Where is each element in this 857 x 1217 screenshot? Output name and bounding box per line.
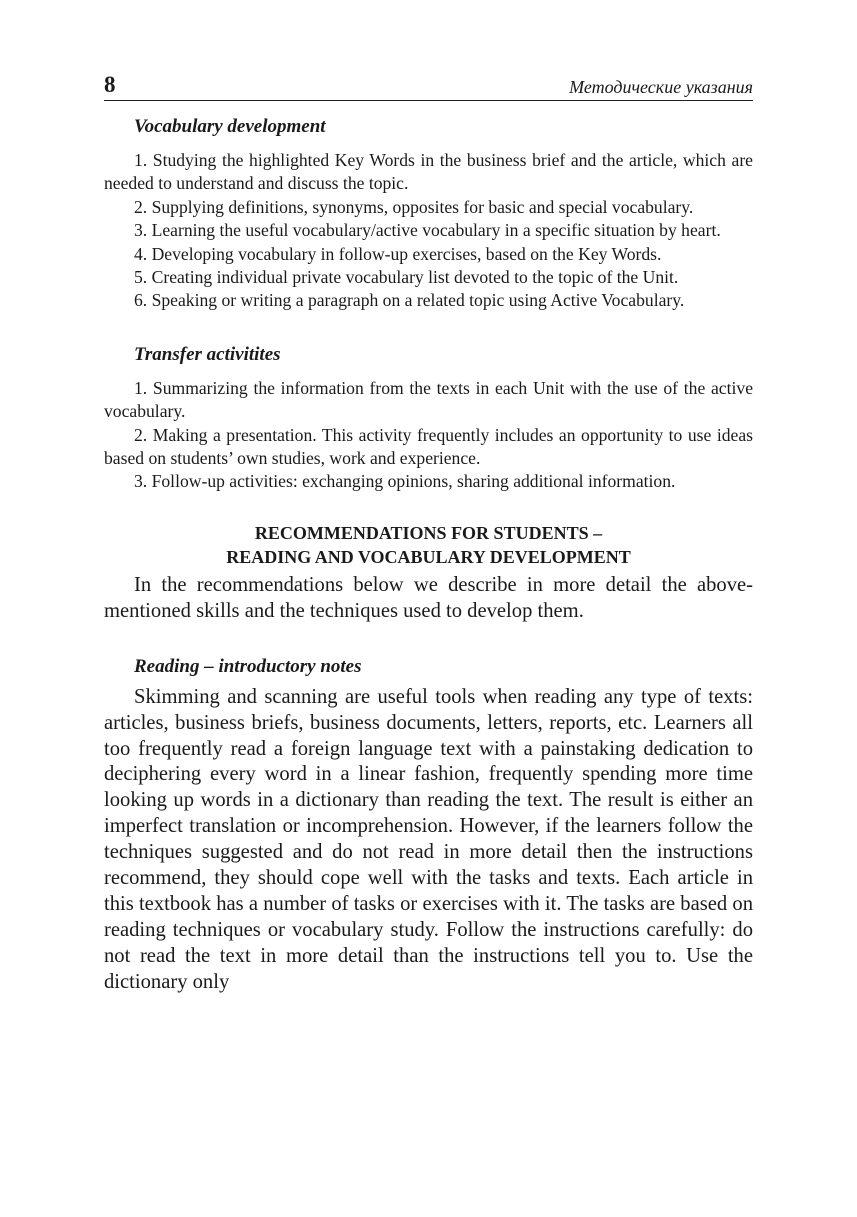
transfer-activities-heading: Transfer activitites [134,343,281,365]
recommendations-section [104,521,753,625]
vocabulary-item-1: 1. Studying the highlighted Key Words in the business brief and the article, which are needed to understand and discuss the topic. [104,150,753,194]
recommendations-title-line-2: READING AND VOCABULARY DEVELOPMENT [226,546,631,567]
vocabulary-item-5: 5. Creating individual private vocabulary list devoted to the topic of the Unit. [134,267,679,288]
transfer-activities-section [104,343,753,494]
reading-notes-paragraph: Skimming and scanning are useful tools when reading any type of texts: articles, business briefs, business documents, letters, reports, etc. Learners all too frequently read a foreign language text with a painstaking dedication to deciphering every word in a linear fashion, frequently spending more time looking up words in a dictionary than reading the text. The result is either an imperfect translation or incomprehension. However, if the learners follow the techniques suggested and do not read in more detail then the instructions recommend, they should cope well with the tasks and texts. Each article in this textbook has a number of tasks or exercises with it. The tasks are based on reading techniques or vocabulary study. Follow the instructions carefully: do not read the text in more detail than the instructions tell you to. Use the dictionary only [104,685,753,993]
recommendations-intro: In the recommendations below we describe in more detail the abovementioned skills and the techniques used to develop them. [104,573,753,622]
page [104,70,753,996]
running-title: Методические указания [569,77,753,97]
transfer-item-3: 3. Follow-up activities: exchanging opinions, sharing additional information. [134,471,676,492]
recommendations-title [104,521,753,569]
vocabulary-item-6: 6. Speaking or writing a paragraph on a related topic using Active Vocabulary. [134,290,685,311]
page-number: 8 [104,72,116,97]
vocabulary-item-4: 4. Developing vocabulary in follow-up exercises, based on the Key Words. [134,243,662,264]
vocabulary-development-heading: Vocabulary development [134,116,326,137]
transfer-item-1: 1. Summarizing the information from the texts in each Unit with the use of the active vocabulary. [104,377,753,422]
recommendations-title-line-1: RECOMMENDATIONS FOR STUDENTS – [254,522,603,543]
transfer-item-2: 2. Making a presentation. This activity frequently includes an opportunity to use ideas based on students’ own studies, work and experience. [104,424,753,469]
reading-notes-heading: Reading – introductory notes [134,655,362,677]
running-head [104,70,753,101]
vocabulary-item-2: 2. Supplying definitions, synonyms, opposites for basic and special vocabulary. [134,196,694,217]
vocabulary-item-3: 3. Learning the useful vocabulary/active vocabulary in a specific situation by heart. [134,220,721,241]
vocabulary-development-section [104,115,753,313]
reading-notes-section [104,655,753,996]
